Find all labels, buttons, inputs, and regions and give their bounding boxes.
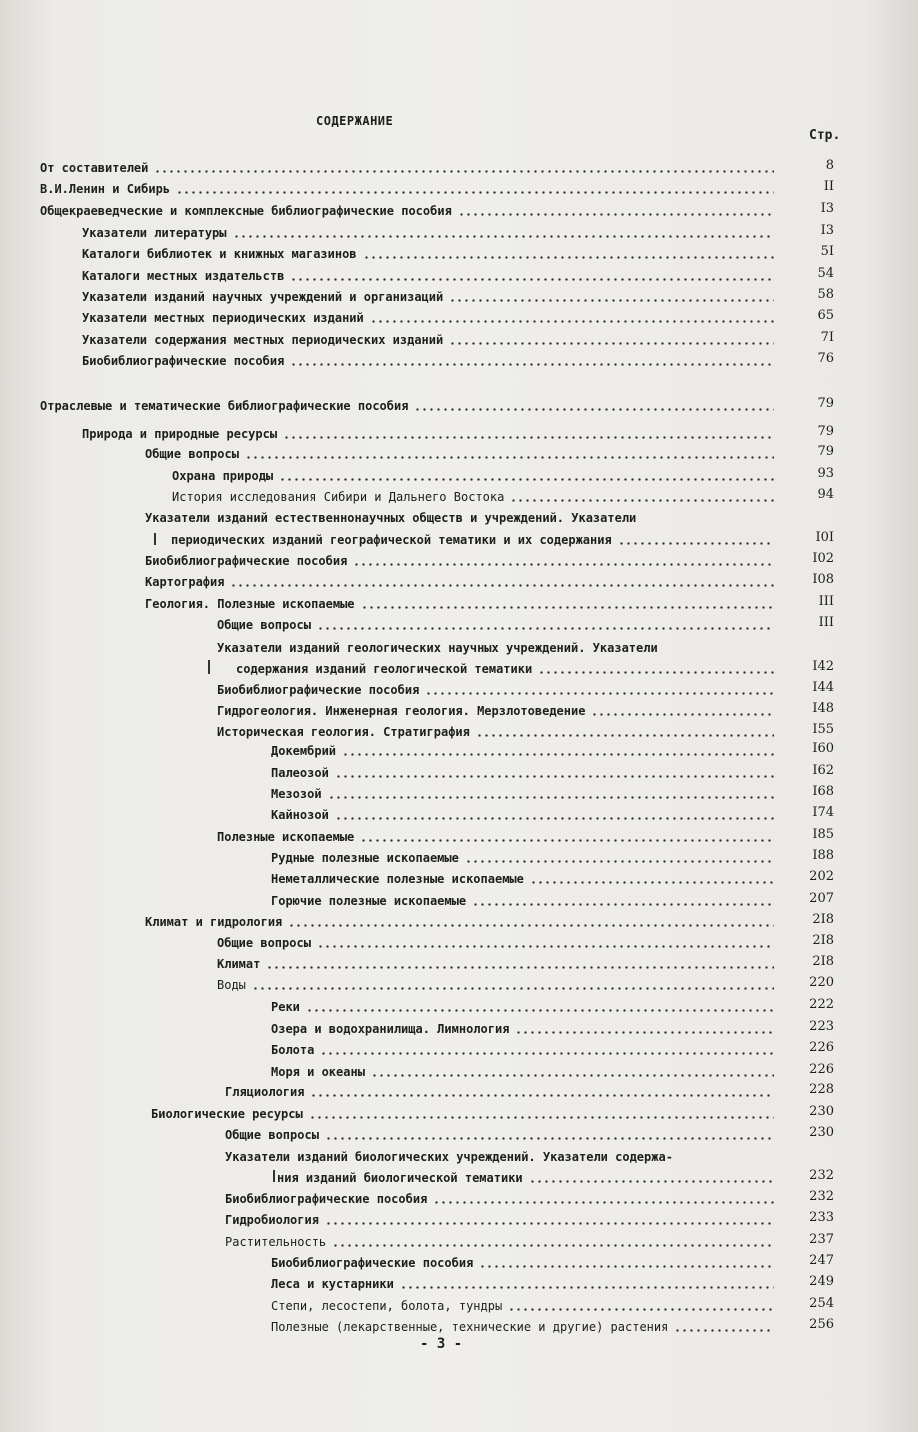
toc-entry-16-page: I02: [812, 551, 834, 566]
leader-dots: [414, 408, 774, 411]
toc-entry-38-page: 226: [809, 1040, 834, 1055]
toc-entry-5[interactable]: [82, 265, 778, 283]
leader-dots: [472, 903, 774, 906]
toc-entry-17-page: I08: [812, 572, 834, 587]
toc-entry-34-page: 2I8: [812, 954, 834, 969]
toc-entry-34-title: Климат: [217, 957, 261, 971]
toc-entry-41-page: 230: [809, 1104, 834, 1119]
leader-dots: [325, 1137, 774, 1140]
leader-dots: [342, 753, 774, 756]
toc-entry-43[interactable]: [277, 1167, 778, 1185]
toc-entry-31-page: 207: [809, 891, 834, 906]
toc-entry-5-title: Каталоги местных издательств: [82, 269, 285, 283]
toc-entry-3[interactable]: [82, 222, 778, 240]
page-column-header: Стр.: [809, 128, 841, 143]
leader-dots: [510, 499, 774, 502]
toc-entry-19[interactable]: [217, 614, 778, 632]
toc-entry-22-page: I48: [812, 701, 834, 716]
toc-entry-27-page: I74: [812, 805, 834, 820]
toc-entry-6-title: Указатели изданий научных учреждений и организаций: [82, 290, 444, 304]
toc-entry-37[interactable]: [271, 1018, 778, 1036]
toc-entry-39-title: Моря и океаны: [271, 1065, 365, 1079]
toc-entry-37-page: 223: [809, 1019, 834, 1034]
leader-dots: [290, 363, 774, 366]
leader-dots: [476, 734, 774, 737]
toc-entry-45-title: Гидробиология: [225, 1213, 319, 1227]
toc-entry-24[interactable]: [271, 740, 778, 758]
toc-entry-11-page: 79: [817, 424, 834, 439]
toc-entry-46[interactable]: [225, 1231, 778, 1249]
toc-entry-6-page: 58: [817, 287, 834, 302]
toc-entry-1-title: В.И.Ленин и Сибирь: [40, 182, 171, 196]
toc-entry-35-page: 220: [809, 975, 834, 990]
leader-dots: [306, 1009, 774, 1012]
leader-dots: [332, 1244, 774, 1247]
leader-dots: [335, 775, 774, 778]
margin-mark: [154, 533, 156, 545]
toc-entry-36-title: Реки: [271, 1000, 300, 1014]
toc-entry-44[interactable]: [225, 1188, 778, 1206]
toc-entry-25-page: I62: [812, 763, 834, 778]
toc-entry-14-title: История исследования Сибири и Дальнего Востока: [172, 490, 505, 504]
leader-dots: [325, 1222, 774, 1225]
toc-entry-23[interactable]: [217, 721, 778, 739]
toc-entry-0-title: От составителей: [40, 161, 149, 175]
toc-entry-7-page: 65: [817, 308, 834, 323]
toc-entry-22-title: Гидрогеология. Инженерная геология. Мерзлотоведение: [217, 704, 586, 718]
toc-entry-10-title: Отраслевые и тематические библиографические пособия: [40, 399, 409, 413]
toc-entry-40[interactable]: [225, 1081, 778, 1099]
toc-entry-30-page: 202: [809, 869, 834, 884]
leader-dots: [317, 945, 774, 948]
leader-dots: [309, 1116, 774, 1119]
toc-entry-13-title: Охрана природы: [172, 469, 274, 483]
toc-entry-15-title-line2: периодических изданий географической тематики и их содержания: [171, 533, 612, 547]
toc-entry-27[interactable]: [271, 804, 778, 822]
toc-entry-49-title: Степи, лесостепи, болота, тундры: [271, 1299, 503, 1313]
toc-entry-40-page: 228: [809, 1082, 834, 1097]
toc-entry-38-title: Болота: [271, 1043, 315, 1057]
toc-entry-19-page: III: [818, 615, 834, 630]
toc-entry-2-title: Общекраеведческие и комплексные библиографические пособия: [40, 204, 452, 218]
leader-dots: [252, 987, 774, 990]
toc-entry-13-page: 93: [817, 466, 834, 481]
page-title: СОДЕРЖАНИЕ: [316, 114, 394, 128]
toc-entry-40-title: Гляциология: [225, 1085, 305, 1099]
toc-entry-27-title: Кайнозой: [271, 808, 329, 822]
leader-dots: [245, 456, 774, 459]
toc-entry-14-page: 94: [817, 487, 834, 502]
leader-dots: [508, 1308, 774, 1311]
toc-entry-42-title: Общие вопросы: [225, 1128, 319, 1142]
toc-entry-11-title: Природа и природные ресурсы: [82, 427, 278, 441]
toc-entry-48-page: 249: [809, 1274, 834, 1289]
toc-entry-26[interactable]: [271, 783, 778, 801]
leader-dots: [449, 342, 774, 345]
toc-entry-24-title: Докембрий: [271, 744, 337, 758]
toc-entry-44-title: Биобиблиографические пособия: [225, 1192, 428, 1206]
toc-entry-1[interactable]: [40, 178, 778, 196]
toc-entry-29-title: Рудные полезные ископаемые: [271, 851, 459, 865]
toc-entry-20[interactable]: [236, 658, 778, 676]
leader-dots: [370, 320, 774, 323]
toc-entry-0-page: 8: [825, 158, 834, 173]
toc-entry-35[interactable]: [217, 974, 778, 992]
toc-entry-50[interactable]: [271, 1316, 778, 1334]
leader-dots: [317, 627, 774, 630]
toc-entry-23-page: I55: [812, 722, 834, 737]
leader-dots: [230, 584, 774, 587]
toc-entry-21[interactable]: [217, 679, 778, 697]
leader-dots: [266, 966, 774, 969]
toc-entry-3-title: Указатели литературы: [82, 226, 227, 240]
toc-entry-28-page: I85: [812, 827, 834, 842]
toc-entry-10[interactable]: [40, 395, 778, 413]
toc-entry-15-page: I0I: [815, 530, 834, 545]
toc-entry-41-title: Биологические ресурсы: [151, 1107, 303, 1121]
toc-entry-25[interactable]: [271, 762, 778, 780]
toc-entry-9-title: Биобиблиографические пособия: [82, 354, 285, 368]
toc-entry-26-page: I68: [812, 784, 834, 799]
leader-dots: [465, 860, 774, 863]
toc-entry-39-page: 226: [809, 1062, 834, 1077]
leader-dots: [458, 213, 774, 216]
leader-dots: [479, 1265, 774, 1268]
toc-entry-47-title: Биобиблиографические пособия: [271, 1256, 474, 1270]
leader-dots: [618, 542, 774, 545]
toc-entry-36-page: 222: [809, 997, 834, 1012]
toc-entry-5-page: 54: [817, 266, 834, 281]
toc-entry-4-title: Каталоги библиотек и книжных магазинов: [82, 247, 357, 261]
toc-entry-34[interactable]: [217, 953, 778, 971]
toc-entry-7[interactable]: [82, 307, 778, 325]
toc-entry-20-page: I42: [812, 659, 834, 674]
leader-dots: [233, 235, 775, 238]
toc-entry-20-title-line2: содержания изданий геологической тематики: [236, 662, 533, 676]
toc-entry-49[interactable]: [271, 1295, 778, 1313]
toc-entry-7-title: Указатели местных периодических изданий: [82, 311, 364, 325]
toc-entry-26-title: Мезозой: [271, 787, 322, 801]
toc-entry-32-page: 2I8: [812, 912, 834, 927]
leader-dots: [279, 478, 774, 481]
leader-dots: [154, 170, 774, 173]
toc-entry-33-page: 2I8: [812, 933, 834, 948]
toc-entry-3-page: I3: [820, 223, 834, 238]
toc-entry-24-page: I60: [812, 741, 834, 756]
margin-mark: [208, 660, 210, 674]
leader-dots: [310, 1094, 774, 1097]
toc-entry-12-page: 79: [817, 444, 834, 459]
toc-entry-11[interactable]: [82, 423, 778, 441]
leader-dots: [371, 1074, 774, 1077]
toc-entry-18[interactable]: [145, 593, 778, 611]
toc-entry-21-title: Биобиблиографические пособия: [217, 683, 420, 697]
leader-dots: [530, 881, 774, 884]
toc-entry-41[interactable]: [151, 1103, 778, 1121]
toc-entry-29-page: I88: [812, 848, 834, 863]
toc-entry-25-title: Палеозой: [271, 766, 329, 780]
toc-entry-50-page: 256: [809, 1317, 834, 1332]
toc-entry-48-title: Леса и кустарники: [271, 1277, 394, 1291]
toc-entry-50-title: Полезные (лекарственные, технические и другие) растения: [271, 1320, 669, 1334]
toc-entry-35-title: Воды: [217, 978, 246, 992]
leader-dots: [591, 713, 774, 716]
toc-entry-47-page: 247: [809, 1253, 834, 1268]
toc-entry-18-title: Геология. Полезные ископаемые: [145, 597, 355, 611]
leader-dots: [425, 692, 774, 695]
toc-entry-16-title: Биобиблиографические пособия: [145, 554, 348, 568]
leader-dots: [449, 299, 774, 302]
leader-dots: [335, 817, 774, 820]
toc-entry-46-page: 237: [809, 1232, 834, 1247]
toc-entry-30-title: Неметаллические полезные ископаемые: [271, 872, 524, 886]
toc-entry-33[interactable]: [217, 932, 778, 950]
toc-entry-43-title-line1: Указатели изданий биологических учреждений. Указатели содержа-: [225, 1150, 673, 1164]
toc-entry-17-title: Картография: [145, 575, 225, 589]
leader-dots: [515, 1031, 774, 1034]
leader-dots: [363, 256, 774, 259]
toc-entry-30[interactable]: [271, 868, 778, 886]
toc-entry-8[interactable]: [82, 329, 778, 347]
leader-dots: [328, 796, 774, 799]
toc-entry-49-page: 254: [809, 1296, 834, 1311]
toc-entry-12[interactable]: [145, 443, 778, 461]
toc-entry-23-title: Историческая геология. Стратиграфия: [217, 725, 470, 739]
toc-entry-45[interactable]: [225, 1209, 778, 1227]
toc-entry-18-page: III: [818, 594, 834, 609]
leader-dots: [290, 278, 774, 281]
toc-entry-32[interactable]: [145, 911, 778, 929]
toc-entry-15-title-line1: Указатели изданий естественнонаучных обществ и учреждений. Указатели: [145, 511, 637, 525]
toc-entry-39[interactable]: [271, 1061, 778, 1079]
leader-dots: [529, 1180, 774, 1183]
toc-entry-28-title: Полезные ископаемые: [217, 830, 355, 844]
toc-entry-1-page: II: [823, 179, 834, 194]
toc-entry-46-title: Растительность: [225, 1235, 327, 1249]
toc-entry-32-title: Климат и гидрология: [145, 915, 283, 929]
toc-entry-48[interactable]: [271, 1273, 778, 1291]
toc-entry-47[interactable]: [271, 1252, 778, 1270]
toc-entry-13[interactable]: [172, 465, 778, 483]
toc-entry-43-page: 232: [809, 1168, 834, 1183]
toc-entry-20-title-line1: Указатели изданий геологических научных учреждений. Указатели: [217, 641, 658, 655]
toc-entry-28[interactable]: [217, 826, 778, 844]
leader-dots: [433, 1201, 774, 1204]
leader-dots: [360, 839, 774, 842]
toc-entry-2[interactable]: [40, 200, 778, 218]
toc-entry-22[interactable]: [217, 700, 778, 718]
toc-entry-12-title: Общие вопросы: [145, 447, 239, 461]
toc-entry-2-page: I3: [820, 201, 834, 216]
toc-entry-10-page: 79: [817, 396, 834, 411]
toc-entry-45-page: 233: [809, 1210, 834, 1225]
toc-entry-8-title: Указатели содержания местных периодических изданий: [82, 333, 444, 347]
toc-entry-37-title: Озера и водохранилища. Лимнология: [271, 1022, 510, 1036]
toc-entry-6[interactable]: [82, 286, 778, 304]
leader-dots: [538, 671, 774, 674]
toc-entry-4[interactable]: [82, 243, 778, 261]
toc-entry-43-title-line2: ния изданий биологической тематики: [277, 1171, 523, 1185]
leader-dots: [283, 436, 774, 439]
toc-entry-44-page: 232: [809, 1189, 834, 1204]
toc-entry-9-page: 76: [817, 351, 834, 366]
toc-entry-42[interactable]: [225, 1124, 778, 1142]
leader-dots: [176, 191, 774, 194]
toc-entry-8-page: 7I: [820, 330, 834, 345]
toc-entry-42-page: 230: [809, 1125, 834, 1140]
leader-dots: [674, 1329, 774, 1332]
toc-entry-0[interactable]: [40, 157, 778, 175]
leader-dots: [320, 1052, 774, 1055]
margin-mark: [273, 1170, 275, 1182]
toc-entry-36[interactable]: [271, 996, 778, 1014]
toc-entry-31-title: Горючие полезные ископаемые: [271, 894, 467, 908]
toc-entry-38[interactable]: [271, 1039, 778, 1057]
toc-entry-19-title: Общие вопросы: [217, 618, 311, 632]
toc-entry-17[interactable]: [145, 571, 778, 589]
leader-dots: [400, 1286, 774, 1289]
toc-entry-21-page: I44: [812, 680, 834, 695]
toc-entry-29[interactable]: [271, 847, 778, 865]
toc-entry-31[interactable]: [271, 890, 778, 908]
toc-entry-9[interactable]: [82, 350, 778, 368]
page-number-footer: - 3 -: [420, 1336, 463, 1352]
toc-entry-15[interactable]: [171, 529, 778, 547]
toc-entry-4-page: 5I: [820, 244, 834, 259]
leader-dots: [353, 563, 774, 566]
toc-entry-14[interactable]: [172, 486, 778, 504]
leader-dots: [288, 924, 774, 927]
toc-entry-16[interactable]: [145, 550, 778, 568]
leader-dots: [361, 606, 774, 609]
toc-entry-33-title: Общие вопросы: [217, 936, 311, 950]
